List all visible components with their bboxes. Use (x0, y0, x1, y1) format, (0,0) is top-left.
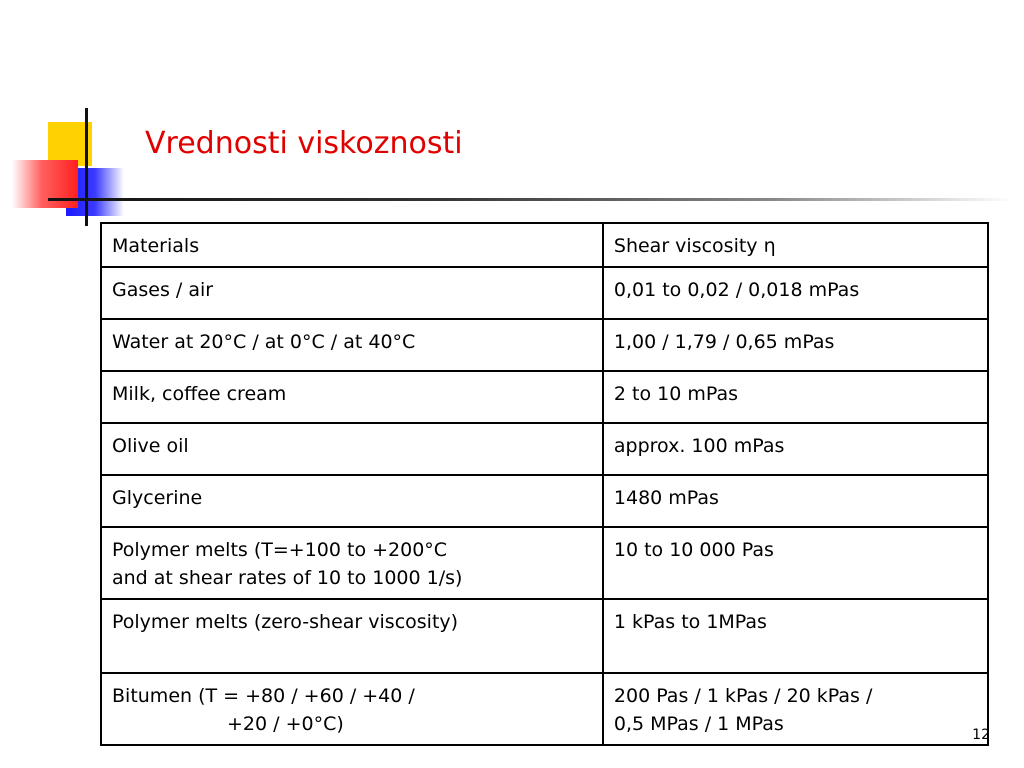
material-cell (101, 599, 603, 673)
material-cell (101, 475, 603, 527)
material-cell (101, 267, 603, 319)
cell-line: 1,00 / 1,79 / 0,65 mPas (613, 331, 835, 353)
table-row (101, 527, 988, 599)
cell-line: and at shear rates of 10 to 1000 1/s) (112, 567, 463, 589)
header-shear-viscosity: Shear viscosity η (603, 223, 988, 267)
header-materials: Materials (101, 223, 603, 267)
cell-line: Glycerine (112, 487, 203, 509)
material-cell (101, 673, 603, 745)
table-row (101, 371, 988, 423)
viscosity-cell (603, 673, 988, 745)
viscosity-cell (603, 475, 988, 527)
viscosity-table (100, 222, 989, 746)
cell-line: Milk, coffee cream (112, 383, 287, 405)
cell-line: 2 to 10 mPas (613, 383, 739, 405)
cell-line: 0,01 to 0,02 / 0,018 mPas (613, 279, 860, 301)
slide-title: Vrednosti viskoznosti (145, 126, 463, 161)
cell-line: approx. 100 mPas (613, 435, 785, 457)
material-cell (101, 371, 603, 423)
viscosity-cell (603, 599, 988, 673)
title-underline (48, 198, 1013, 201)
decor-vertical-line (85, 108, 88, 226)
cell-line: 1480 mPas (613, 487, 719, 509)
table-header-row (101, 223, 988, 267)
viscosity-cell (603, 319, 988, 371)
cell-line: +20 / +0°C) (227, 713, 344, 735)
cell-line: Water at 20°C / at 0°C / at 40°C (112, 331, 416, 353)
viscosity-cell (603, 371, 988, 423)
material-cell (101, 319, 603, 371)
cell-line: Bitumen (T = +80 / +60 / +40 / (112, 685, 415, 707)
cell-line: 200 Pas / 1 kPas / 20 kPas / (613, 685, 873, 707)
viscosity-cell (603, 527, 988, 599)
cell-line: 1 kPas to 1MPas (613, 611, 767, 633)
cell-line: Polymer melts (T=+100 to +200°C (112, 539, 448, 561)
viscosity-cell (603, 423, 988, 475)
cell-line: Olive oil (112, 435, 189, 457)
cell-line: 10 to 10 000 Pas (613, 539, 774, 561)
cell-line: Polymer melts (zero-shear viscosity) (112, 611, 459, 633)
page-number: 12 (972, 727, 990, 743)
table-row (101, 267, 988, 319)
table-row (101, 673, 988, 745)
table-row (101, 423, 988, 475)
table-row (101, 475, 988, 527)
cell-line: Gases / air (112, 279, 214, 301)
material-cell (101, 423, 603, 475)
viscosity-cell (603, 267, 988, 319)
cell-line: 0,5 MPas / 1 MPas (613, 713, 784, 735)
material-cell (101, 527, 603, 599)
table-row (101, 599, 988, 673)
table-row (101, 319, 988, 371)
